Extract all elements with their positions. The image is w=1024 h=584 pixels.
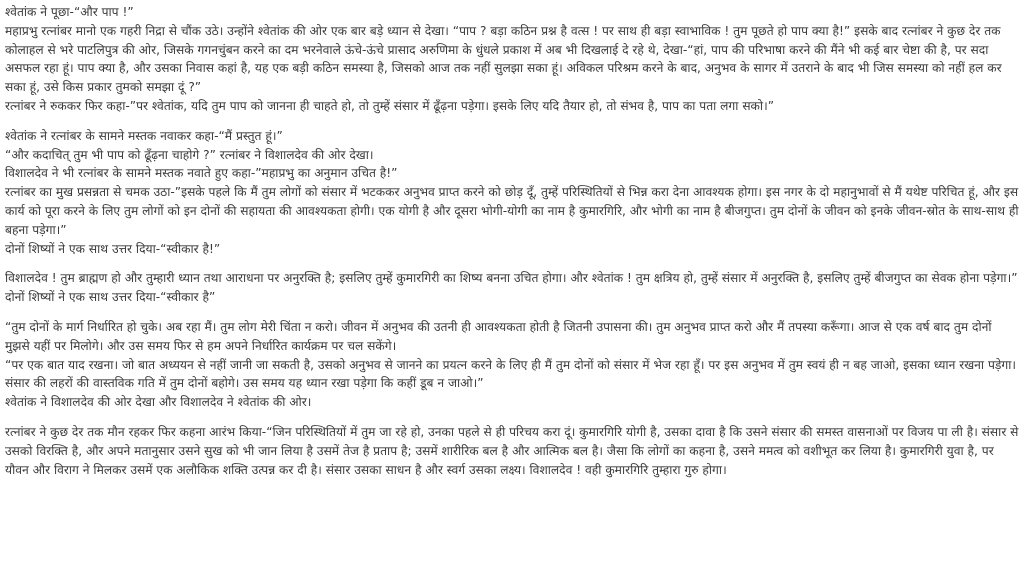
paragraph-4: [5, 318, 1019, 412]
paragraph-5: [5, 423, 1019, 479]
text-line: महाप्रभु रत्नांबर मानो एक गहरी निद्रा से चौंक उठे। उन्होंने श्वेतांक की ओर एक बार बड़े ध्यान से देखा। “पाप ? बड़ा कठिन प्रश्न है वत्स ! पर साथ ही बड़ा स्वाभाविक ! तुम पूछते हो पाप क्या है!” इसके बाद रत्नांबर ने कुछ देर तक कोलाहल से भरे पाटलिपुत्र की ओर, जिसके गगनचुंबन करने का दम भरनेवाले ऊंचे-ऊंचे प्रासाद अरुणिमा के धुंधले प्रकाश में अब भी दिखलाई दे रहे थे, देखा-“हां, पाप की परिभाषा करने की मैंने भी कई बार चेष्टा की है, पर सदा असफल रहा हूं। पाप क्या है, और उसका निवास कहां है, यह एक बड़ी कठिन समस्या है, जिसको आज तक नहीं सुलझा सका हूं। अविकल परिश्रम करने के बाद, अनुभव के सागर में उतराने के बाद भी जिस समस्या को नहीं हल कर सका हूं, उसे किस प्रकार तुमको समझा दूं ?”: [5, 23, 1002, 95]
text-line: दोनों शिष्यों ने एक साथ उत्तर दिया-“स्वीकार है”: [5, 290, 216, 305]
text-line: “पर एक बात याद रखना। जो बात अध्ययन से नहीं जानी जा सकती है, उसको अनुभव से जानने का प्रयत्न करने के लिए ही मैं तुम दोनों को संसार में भेज रहा हूँ। पर इस अनुभव में तुम स्वयं ही न बह जाओ, इसका ध्यान रखना पड़ेगा। संसार की लहरों की वास्तविक गति में तुम दोनों बहोगे। उस समय यह ध्यान रखा पड़ेगा कि कहीं डूब न जाओ।”: [5, 357, 1017, 391]
text-line: रत्नांबर ने कुछ देर तक मौन रहकर फिर कहना आरंभ किया-“जिन परिस्थितियों में तुम जा रहे हो, उनका पहले से ही परिचय करा दूं। कुमारगिरि योगी है, उसका दावा है कि उसने संसार की समस्त वासनाओं पर विजय पा ली है। संसार से उसको विरक्ति है, और अपने मतानुसार उसने सुख को भी जान लिया है उसमें तेज है प्रताप है; उसमें शारीरिक बल है और आत्मिक बल है। जैसा कि लोगों का कहना है, उसने ममत्व को वशीभूत कर लिया है। कुमारगिरी युवा है, पर यौवन और विराग ने मिलकर उसमें एक अलौकिक शक्ति उत्पन्न कर दी है। संसार उसका साधन है और स्वर्ग उसका लक्ष्य। विशालदेव ! वही कुमारगिरि तुम्हारा गुरु होगा।: [5, 424, 1019, 477]
text-line: श्वेतांक ने विशालदेव की ओर देखा और विशालदेव ने श्वेतांक की ओर।: [5, 395, 312, 410]
paragraph-3: [5, 269, 1019, 307]
text-line: श्वेतांक ने पूछा-“और पाप !”: [5, 5, 134, 19]
text-line: “और कदाचित्‌ तुम भी पाप को ढूँढ़ना चाहोगे ?” रत्नांबर ने विशालदेव की ओर देखा।: [5, 147, 374, 162]
document-body: [5, 3, 1019, 490]
text-line: “तुम दोनों के मार्ग निर्धारित हो चुके। अब रहा मैं। तुम लोग मेरी चिंता न करो। जीवन में अनुभव की उतनी ही आवश्यकता होती है जितनी उपासना की। तुम अनुभव प्राप्त करो और मैं तपस्या करूँगा। आज से एक वर्ष बाद तुम दोनों मुझसे यहीं पर मिलोगे। और उस समय फिर से हम अपने निर्धारित कार्यक्रम पर चल सकेंगे।: [5, 319, 992, 353]
paragraph-1: [5, 3, 1019, 116]
text-line: रत्नांबर ने रुककर फिर कहा-”पर श्वेतांक, यदि तुम पाप को जानना ही चाहते हो, तो तुम्हें संसार में ढूँढ़ना पड़ेगा। इसके लिए यदि तैयार हो, तो संभव है, पाप का पता लगा सको।”: [5, 98, 775, 113]
text-line: श्वेतांक ने रत्नांबर के सामने मस्तक नवाकर कहा-“मैं प्रस्तुत हूं।”: [5, 128, 283, 143]
text-line: दोनों शिष्यों ने एक साथ उत्तर दिया-“स्वीकार है!”: [5, 241, 221, 256]
text-line: विशालदेव ! तुम ब्राह्मण हो और तुम्हारी ध्यान तथा आराधना पर अनुरक्ति है; इसलिए तुम्हें कुमारगिरी का शिष्य बनना उचित होगा। और श्वेतांक ! तुम क्षत्रिय हो, तुम्हें संसार में अनुरक्ति है, इसलिए तुम्हें बीजगुप्त का सेवक होना पड़ेगा।”: [5, 271, 1018, 286]
text-line: रत्नांबर का मुख प्रसन्नता से चमक उठा-”इसके पहले कि मैं तुम लोगों को संसार में भटककर अनुभव प्राप्त करने को छोड़ दूँ, तुम्हें परिस्थितियों से भिन्न करा देना आवश्यक होगा। इस नगर के दो महानुभावों से मैं यथेष्ट परिचित हूं, और इस कार्य को पूरा करने के लिए तुम लोगों को इन दोनों की सहायता की आवश्यकता होगी। एक योगी है और दूसरा भोगी-योगी का नाम है कुमारगिरि, और भोगी का नाम है बीजगुप्त। तुम दोनों के जीवन को इनके जीवन-स्रोत के साथ-साथ ही बहना पड़ेगा।”: [5, 185, 1019, 237]
text-line: विशालदेव ने भी रत्नांबर के सामने मस्तक नवाते हुए कहा-”महाप्रभु का अनुमान उचित है!”: [5, 166, 398, 181]
paragraph-2: [5, 127, 1019, 259]
